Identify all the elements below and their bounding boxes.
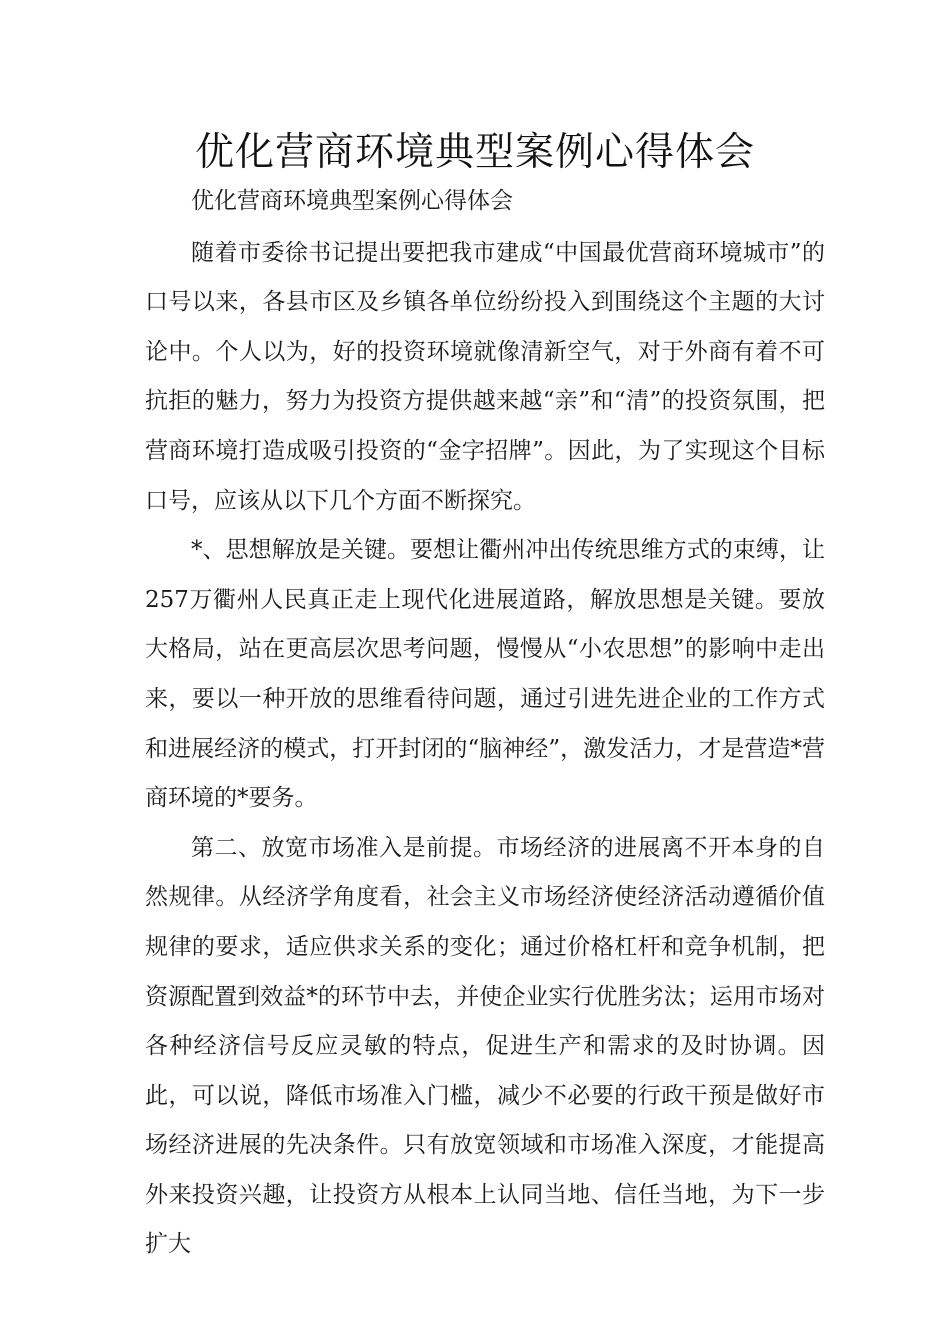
paragraph-first-point: *、思想解放是关键。要想让衢州冲出传统思维方式的束缚，让257万衢州人民真正走上现代化进展道路，解放思想是关键。要放大格局，站在更高层次思考问题，慢慢从“小农思想”的影响中走出来，要以一种开放的思维看待问题，通过引进先进企业的工作方式和进展经济的模式，打开封闭的“脑神经”，激发活力，才是营造*营商环境的*要务。 xyxy=(145,537,825,812)
document-title: 优化营商环境典型案例心得体会 xyxy=(194,130,755,175)
paragraph-intro: 随着市委徐书记提出要把我市建成“中国最优营商环境城市”的口号以来，各县市区及乡镇各单位纷纷投入到围绕这个主题的大讨论中。个人以为，好的投资环境就像清新空气，对于外商有着不可抗拒的魅力，努力为投资方提供越来越“亲”和“清”的投资氛围，把营商环境打造成吸引投资的“金字招牌”。因此，为了实现这个目标口号，应该从以下几个方面不断探究。 xyxy=(145,239,825,514)
document-body xyxy=(145,177,825,1270)
paragraph-second-point: 第二、放宽市场准入是前提。市场经济的进展离不开本身的自然规律。从经济学角度看，社会主义市场经济使经济活动遵循价值规律的要求，适应供求关系的变化；通过价格杠杆和竞争机制，把资源配置到效益*的环节中去，并使企业实行优胜劣汰；运用市场对各种经济信号反应灵敏的特点，促进生产和需求的及时协调。因此，可以说，降低市场准入门槛，减少不必要的行政干预是做好市场经济进展的先决条件。只有放宽领域和市场准入深度，才能提高外来投资兴趣，让投资方从根本上认同当地、信任当地，为下一步扩大 xyxy=(145,834,825,1258)
document-subtitle: 优化营商环境典型案例心得体会 xyxy=(191,188,513,214)
